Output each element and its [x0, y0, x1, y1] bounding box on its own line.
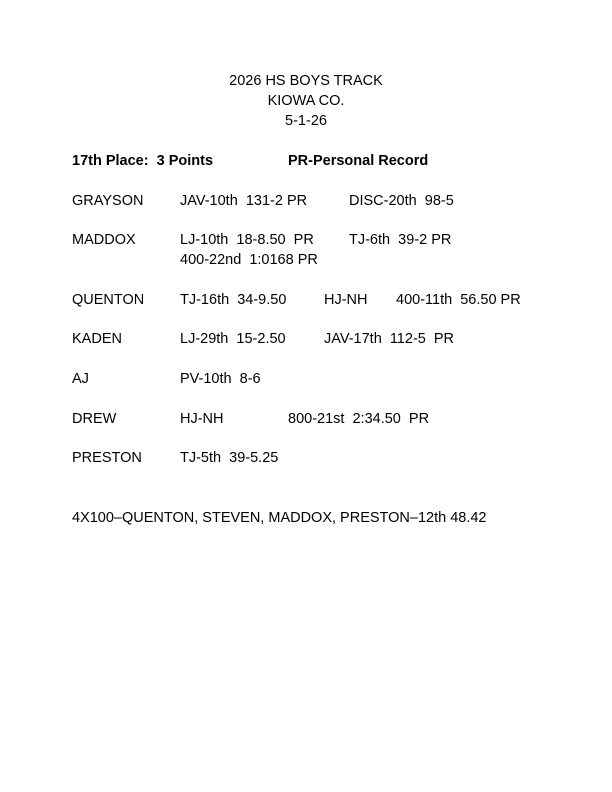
- athlete-name: AJ: [72, 371, 89, 387]
- event-result: TJ-6th 39-2 PR: [349, 232, 452, 248]
- event-result: HJ-NH: [324, 292, 368, 308]
- event-result: PV-10th 8-6: [180, 371, 261, 387]
- athlete-name: GRAYSON: [72, 193, 144, 209]
- team-name: KIOWA CO.: [267, 93, 345, 109]
- meet-date: 5-1-26: [285, 113, 327, 129]
- document-title: 2026 HS BOYS TRACK: [229, 73, 383, 89]
- pr-legend: PR-Personal Record: [288, 153, 429, 169]
- event-result: LJ-10th 18-8.50 PR: [180, 232, 314, 248]
- team-placing: 17th Place: 3 Points: [72, 153, 214, 169]
- event-result: DISC-20th 98-5: [349, 193, 454, 209]
- event-result: 400-22nd 1:0168 PR: [180, 252, 318, 268]
- relay-result: 4X100–QUENTON, STEVEN, MADDOX, PRESTON–12th 48.42: [72, 510, 487, 526]
- athlete-name: PRESTON: [72, 450, 142, 466]
- event-result: JAV-10th 131-2 PR: [180, 193, 308, 209]
- athlete-name: MADDOX: [72, 232, 136, 248]
- event-result: HJ-NH: [180, 411, 224, 427]
- athlete-name: DREW: [72, 411, 117, 427]
- event-result: TJ-5th 39-5.25: [180, 450, 279, 466]
- event-result: JAV-17th 112-5 PR: [324, 331, 455, 347]
- event-result: TJ-16th 34-9.50: [180, 292, 287, 308]
- event-result: 800-21st 2:34.50 PR: [288, 411, 430, 427]
- event-result: 400-11th 56.50 PR: [396, 292, 521, 308]
- athlete-name: QUENTON: [72, 292, 145, 308]
- event-result: LJ-29th 15-2.50: [180, 331, 286, 347]
- athlete-name: KADEN: [72, 331, 122, 347]
